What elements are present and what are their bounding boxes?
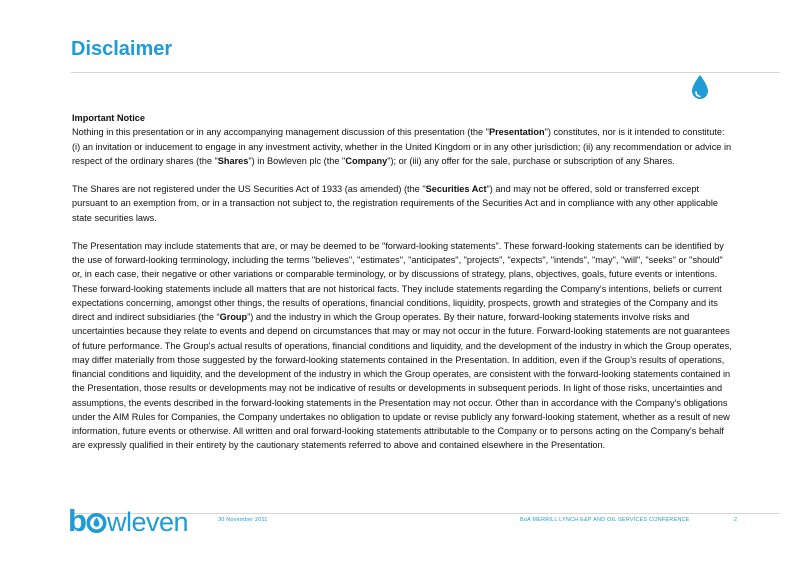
bowleven-logo: [68, 502, 208, 538]
page-number: 2: [734, 517, 738, 523]
title-divider: [71, 72, 780, 73]
disclaimer-body: [72, 111, 732, 467]
water-drop-icon: [689, 74, 711, 100]
page-title: Disclaimer: [71, 38, 173, 60]
footer-date: 30 November 2011: [218, 517, 268, 523]
notice-paragraph-2: The Shares are not registered under the US Securities Act of 1933 (as amended) (the "Securities Act") and may not be offered, sold or transferred except pursuant to an exemption from, or in a transaction not subject to, the registration requirements of the Securities Act and in compliance with any other applicable state securities laws.: [72, 184, 719, 223]
svg-text:b: b: [68, 503, 87, 538]
notice-paragraph-1: Important Notice Nothing in this presentation or in any accompanying management discussion of this presentation (the "Presentation") constitutes, nor is it intended to constitute: (i) an invitation or inducement to engage in any investment activity, whether in the United Kingdom or in any other jurisdiction; (ii) any recommendation or advice in respect of the ordinary shares (the "Shares") in Bowleven plc (the "Company"); or (iii) any offer for the sale, purchase or subscription of any Shares.: [72, 113, 732, 166]
notice-paragraph-3: The Presentation may include statements that are, or may be deemed to be "forward-looking statements". These forward-looking statements can be identified by the use of forward-looking terminology, including the terms "believes", "estimates", "anticipates", "projects", "expects", "intends", "may", "will", "seeks" or "should" or, in each case, their negative or other variations or comparable terminology, or by discussions of strategy, plans, objectives, goals, future events or intentions. These forward-looking statements include all matters that are not historical facts. They include statements regarding the Company's intentions, beliefs or current expectations concerning, amongst other things, the results of operations, financial conditions, liquidity, prospects, growth and strategies of the Company and its direct and indirect subsidiaries (the “Group”) and the industry in which the Group operates. By their nature, forward-looking statements involve risks and uncertainties because they relate to events and depend on circumstances that may or may not occur in the future. Forward-looking statements are not guarantees of future performance. The Group's actual results of operations, financial conditions and liquidity, and the development of the industry in which the Group operates, may differ materially from those suggested by the forward-looking statements contained in the Presentation. In addition, even if the Group’s results of operations, financial conditions and liquidity, and the development of the industry in which the Group operates, are consistent with the forward-looking statements contained in the Presentation, those results or developments may not be indicative of results or developments in subsequent periods. In light of those risks, uncertainties and assumptions, the events described in the forward-looking statements in the Presentation may not occur. Other than in accordance with the Company's obligations under the AIM Rules for Companies, the Company undertakes no obligation to update or revise publicly any forward-looking statement, whether as a result of new information, future events or otherwise. All written and oral forward-looking statements attributable to the Company or to persons acting on the Company's behalf are expressly qualified in their entirety by the cautionary statements referred to above and contained elsewhere in the Presentation.: [72, 240, 732, 451]
footer-conference: BoA MERRILL LYNCH E&P AND OIL SERVICES CONFERENCE: [520, 517, 690, 523]
notice-heading: Important Notice: [72, 113, 145, 123]
svg-text:wleven: wleven: [107, 507, 189, 537]
